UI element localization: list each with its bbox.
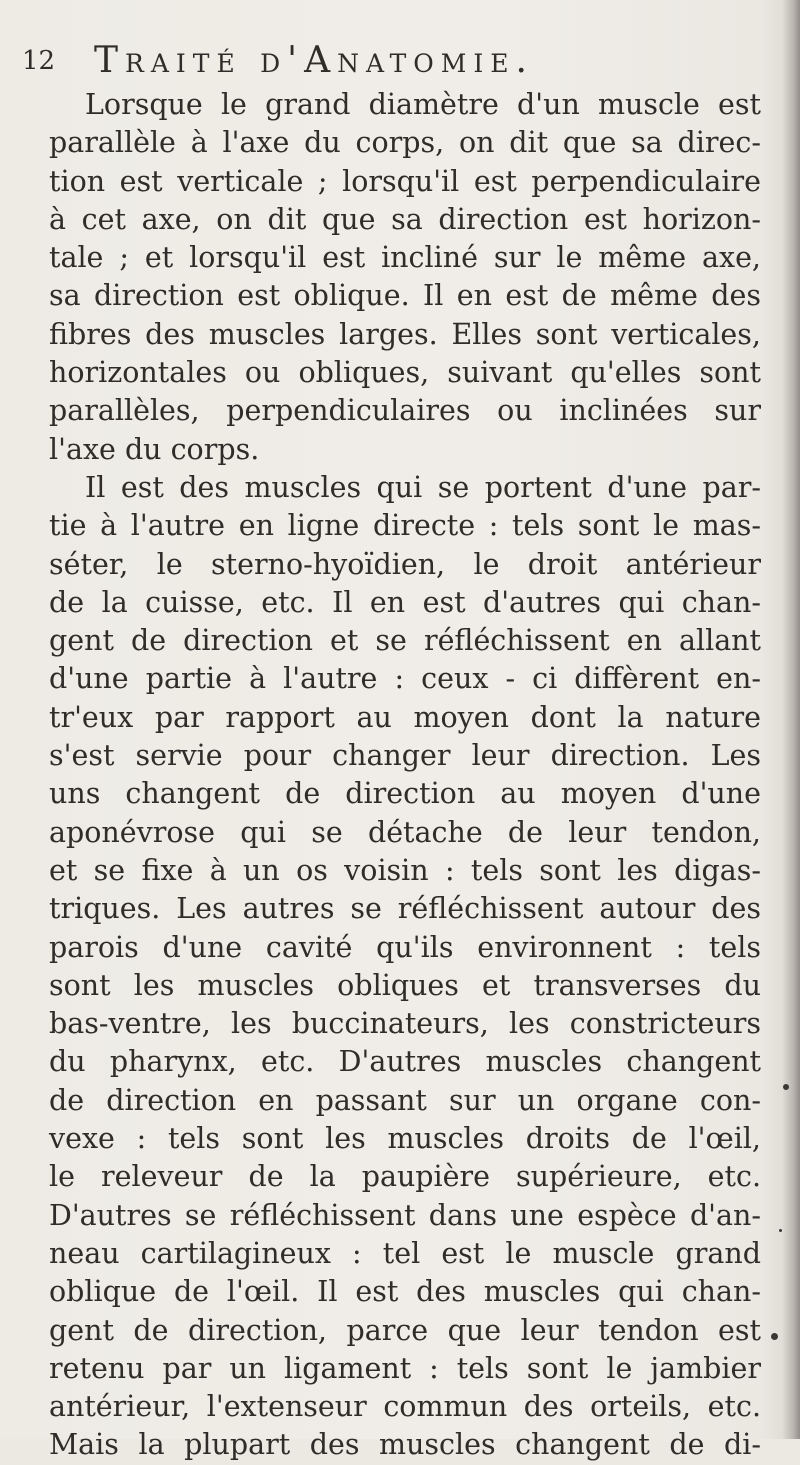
text-line: Il est des muscles qui se portent d'une par- xyxy=(85,470,761,504)
text-line: l'axe du corps. xyxy=(49,432,260,466)
text-line: D'autres se réfléchissent dans une espèce d'an- xyxy=(49,1198,761,1232)
text-line: à cet axe, on dit que sa direction est horizon- xyxy=(49,202,761,236)
text-line: et se fixe à un os voisin : tels sont les digas- xyxy=(49,853,761,887)
text-line: tion est verticale ; lorsqu'il est perpendiculaire xyxy=(49,164,761,198)
text-line: sa direction est oblique. Il en est de même des xyxy=(49,279,761,313)
text-line: parallèles, perpendiculaires ou inclinées sur xyxy=(49,394,761,428)
text-line: aponévrose qui se détache de leur tendon, xyxy=(49,815,761,849)
text-line: horizontales ou obliques, suivant qu'elles sont xyxy=(49,356,761,390)
text-line: bas-ventre, les buccinateurs, les constricteurs xyxy=(49,1007,761,1041)
text-line: gent de direction, parce que leur tendon est xyxy=(49,1313,761,1347)
text-line: Lorsque le grand diamètre d'un muscle est xyxy=(85,88,761,121)
text-line: oblique de l'œil. Il est des muscles qui chan- xyxy=(49,1275,761,1309)
text-line: tale ; et lorsqu'il est incliné sur le même axe, xyxy=(49,241,761,275)
body-text xyxy=(49,86,761,1465)
text-line: gent de direction et se réfléchissent en allant xyxy=(49,624,761,658)
ink-speck xyxy=(779,1229,782,1232)
text-line: tr'eux par rapport au moyen dont la nature xyxy=(49,700,761,734)
page-edge-shadow xyxy=(782,0,800,1439)
text-line: parois d'une cavité qu'ils environnent : tels xyxy=(49,930,761,964)
running-title: Traité d'Anatomie. xyxy=(94,40,534,81)
page-number: 12 xyxy=(22,46,56,76)
text-line: uns changent de direction au moyen d'une xyxy=(49,777,761,811)
text-line: triques. Les autres se réfléchissent autour des xyxy=(49,892,761,926)
text-line: vexe : tels sont les muscles droits de l'œil, xyxy=(49,1122,761,1156)
text-line: Mais la plupart des muscles changent de di- xyxy=(49,1428,761,1462)
text-line: neau cartilagineux : tel est le muscle grand xyxy=(49,1236,761,1270)
text-line: tie à l'autre en ligne directe : tels sont le mas- xyxy=(49,509,761,543)
ink-speck xyxy=(783,1084,789,1090)
text-line: parallèle à l'axe du corps, on dit que sa direc- xyxy=(49,126,761,160)
text-line: de direction en passant sur un organe con- xyxy=(49,1083,761,1117)
text-line: retenu par un ligament : tels sont le jambier xyxy=(49,1351,761,1385)
running-head xyxy=(22,40,762,86)
text-line: de la cuisse, etc. Il en est d'autres qui chan- xyxy=(49,585,761,619)
text-line: séter, le sterno-hyoïdien, le droit antérieur xyxy=(49,547,761,581)
text-line: le releveur de la paupière supérieure, etc. xyxy=(49,1160,761,1194)
text-line: s'est servie pour changer leur direction. Les xyxy=(49,739,761,773)
text-line: du pharynx, etc. D'autres muscles changent xyxy=(49,1045,761,1079)
text-line: fibres des muscles larges. Elles sont verticales, xyxy=(49,317,761,351)
ink-speck xyxy=(771,1333,778,1340)
text-line: sont les muscles obliques et transverses du xyxy=(49,968,761,1002)
text-line: antérieur, l'extenseur commun des orteils, etc. xyxy=(49,1390,761,1424)
text-line: d'une partie à l'autre : ceux - ci diffèrent en- xyxy=(49,662,761,696)
